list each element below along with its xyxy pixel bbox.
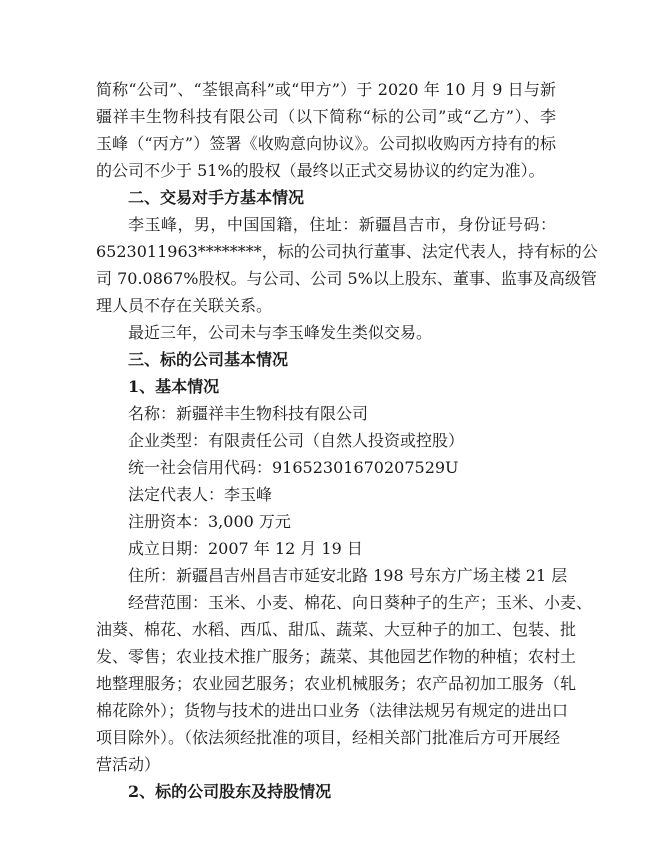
field-capital: 注册资本：3,000 万元 [128,512,291,531]
scope-line-6: 项目除外）。（依法须经批准的项目，经相关部门批准后方可开展经 [96,728,561,747]
field-founded: 成立日期：2007 年 12 月 19 日 [128,539,363,558]
scope-line-2: 油葵、棉花、水稻、西瓜、甜瓜、蔬菜、大豆种子的加工、包装、批 [96,620,577,639]
scope-line-5: 棉花除外）；货物与技术的进出口业务（法律法规另有规定的进出口 [96,701,569,720]
counterparty-line-1: 李玉峰，男，中国国籍，住址：新疆昌吉市，身份证号码： [128,215,556,234]
field-credit-code: 统一社会信用代码：91652301670207529U [128,458,459,477]
field-name: 名称：新疆祥丰生物科技有限公司 [128,404,369,423]
section2-heading: 二、交易对手方基本情况 [128,188,305,207]
intro-line-3: 玉峰（“丙方”）签署《收购意向协议》。公司拟收购丙方持有的标 [96,134,556,153]
intro-line-1: 简称“公司”、“荃银高科”或“甲方”）于 2020 年 10 月 9 日与新 [96,80,556,99]
counterparty-line-3: 司 70.0867%股权。与公司、公司 5%以上股东、董事、监事及高级管 [96,269,597,288]
section3-heading: 三、标的公司基本情况 [128,350,289,369]
field-address: 住所：新疆昌吉州昌吉市延安北路 198 号东方广场主楼 21 层 [128,566,568,585]
counterparty-line-2: 6523011963********，标的公司执行董事、法定代表人，持有标的公 [96,242,598,261]
sub2-heading: 2、标的公司股东及持股情况 [128,782,332,801]
counterparty-line-4: 理人员不存在关联关系。 [96,296,273,315]
scope-line-7: 营活动） [96,755,161,774]
intro-line-2: 疆祥丰生物科技有限公司（以下简称“标的公司”或“乙方”）、李 [96,107,556,126]
scope-line-1: 经营范围：玉米、小麦、棉花、向日葵种子的生产；玉米、小麦、 [128,593,593,612]
sub1-heading: 1、基本情况 [128,377,220,396]
field-legal-rep: 法定代表人：李玉峰 [128,485,273,504]
scope-line-4: 地整理服务；农业园艺服务；农业机械服务；农产品初加工服务（轧 [96,674,577,693]
intro-line-4: 的公司不少于 51%的股权（最终以正式交易协议的约定为准）。 [96,161,545,180]
recent-transactions: 最近三年，公司未与李玉峰发生类似交易。 [128,323,433,342]
field-company-type: 企业类型：有限责任公司（自然人投资或控股） [128,431,465,450]
scope-line-3: 发、零售；农业技术推广服务；蔬菜、其他园艺作物的种植；农村土 [96,647,577,666]
